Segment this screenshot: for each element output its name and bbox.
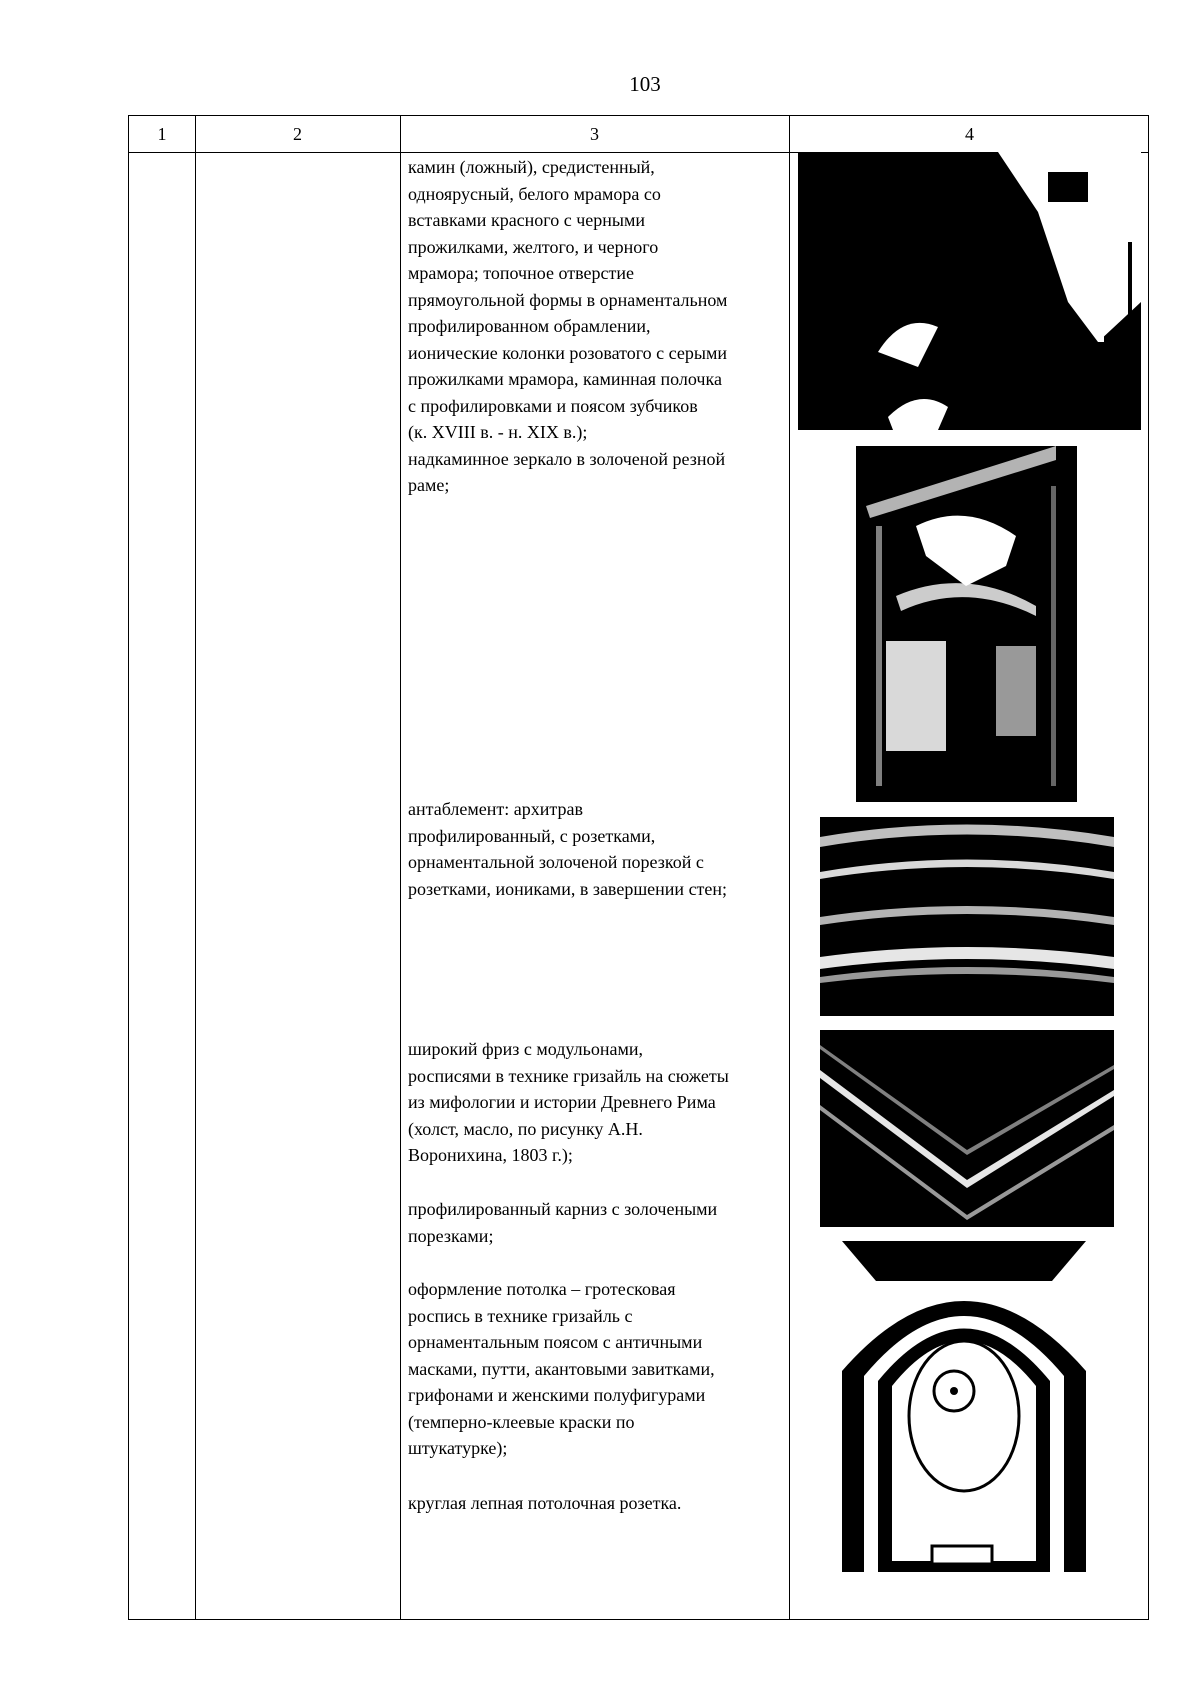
page-number: 103 [629, 72, 661, 96]
header-cell-3: 3 [590, 124, 599, 144]
mirror-photo [856, 446, 1077, 802]
description-cornice: профилированный карниз с золочеными порезками; [408, 1199, 718, 1246]
entablature-photo [820, 817, 1114, 1016]
column-divider-3 [789, 116, 790, 1619]
description-ceiling: оформление потолка – гротесковая роспись в технике гризайль с орнаментальным поясом с античными масками, путти, акантовыми завитками, грифонами и женскими полуфигурами (темперно-клеевые краски по штукатурке); [408, 1279, 715, 1458]
description-fireplace: камин (ложный), средистенный, одноярусный, белого мрамора со вставками красного с черными прожилками, желтого, и черного мрамора; топочное отверстие прямоугольной формы в орнаментальном профилированном обрамлении, ионические колонки розоватого с серыми прожилками мрамора, каминная полочка с профилировками и поясом зубчиков (к. XVIII в. - н. XIX в.); надкаминное зеркало в золоченой резной раме; [408, 157, 728, 495]
header-cell-1: 1 [157, 124, 167, 144]
frieze-photo [820, 1030, 1114, 1227]
fireplace-photo [798, 152, 1141, 430]
description-frieze: широкий фриз с модульонами, росписями в технике гризайль на сюжеты из мифологии и истории Древнего Рима (холст, масло, по рисунку А.Н. Воронихина, 1803 г.); [408, 1039, 729, 1165]
header-cell-2: 2 [293, 124, 302, 144]
column-divider-1 [195, 116, 196, 1619]
header-cell-4: 4 [965, 124, 974, 144]
column-divider-2 [400, 116, 401, 1619]
description-rosette: круглая лепная потолочная розетка. [408, 1493, 682, 1513]
ceiling-photo [842, 1241, 1086, 1572]
description-entablature: антаблемент: архитрав профилированный, с розетками, орнаментальной золоченой порезкой с розетками, иониками, в завершении стен; [408, 799, 728, 899]
